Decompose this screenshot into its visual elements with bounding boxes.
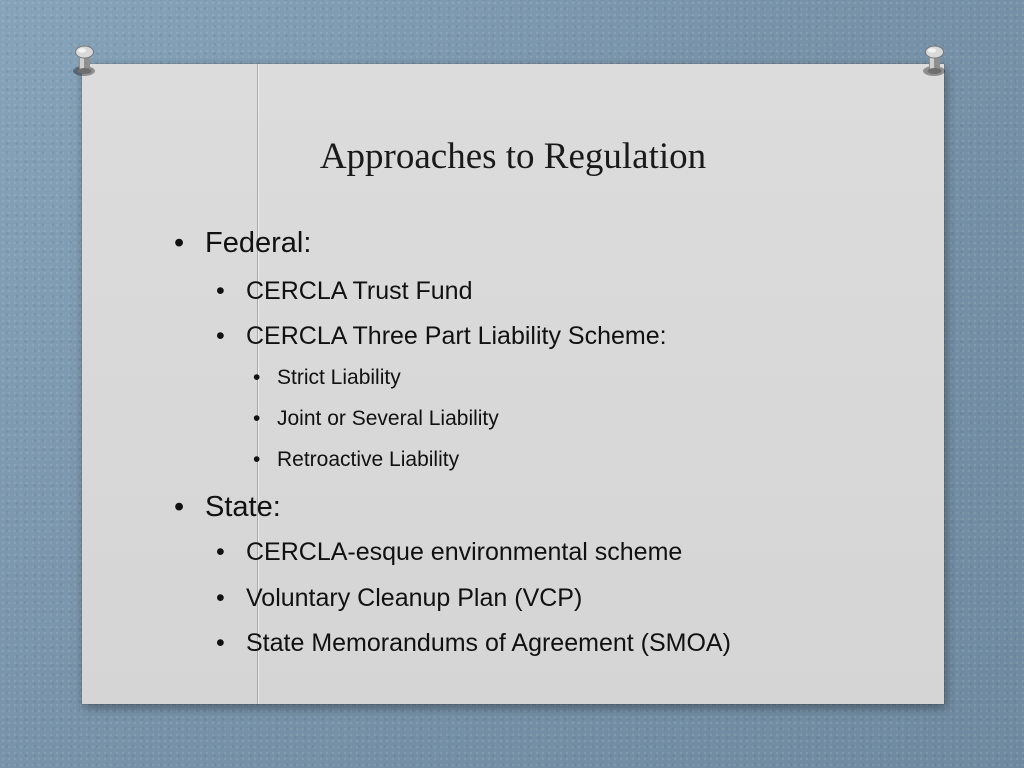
bullet-label: CERCLA Trust Fund: [246, 277, 473, 305]
bullet-dot: •: [216, 584, 225, 612]
bullet-label: State:: [205, 491, 281, 523]
bullet-dot: •: [216, 322, 225, 350]
bullet-label: Federal:: [205, 227, 312, 259]
bullet-label: Strict Liability: [277, 366, 401, 389]
bullet-label: CERCLA Three Part Liability Scheme:: [246, 322, 667, 350]
bullet-label: Voluntary Cleanup Plan (VCP): [246, 584, 583, 612]
bullet-dot: •: [253, 366, 261, 389]
slide-title: Approaches to Regulation: [319, 136, 707, 177]
bullet-dot: •: [174, 491, 185, 523]
bullet-dot: •: [216, 629, 225, 657]
bullet-dot: •: [174, 227, 185, 259]
bullet-dot: •: [216, 538, 225, 566]
bullet-dot: •: [216, 277, 225, 305]
bullet-label: State Memorandums of Agreement (SMOA): [246, 629, 731, 657]
bullet-dot: •: [253, 448, 261, 471]
bullet-dot: •: [253, 407, 261, 430]
bullet-label: Retroactive Liability: [277, 448, 460, 471]
bullet-label: Joint or Several Liability: [277, 407, 499, 430]
bullet-label: CERCLA-esque environmental scheme: [246, 538, 683, 566]
